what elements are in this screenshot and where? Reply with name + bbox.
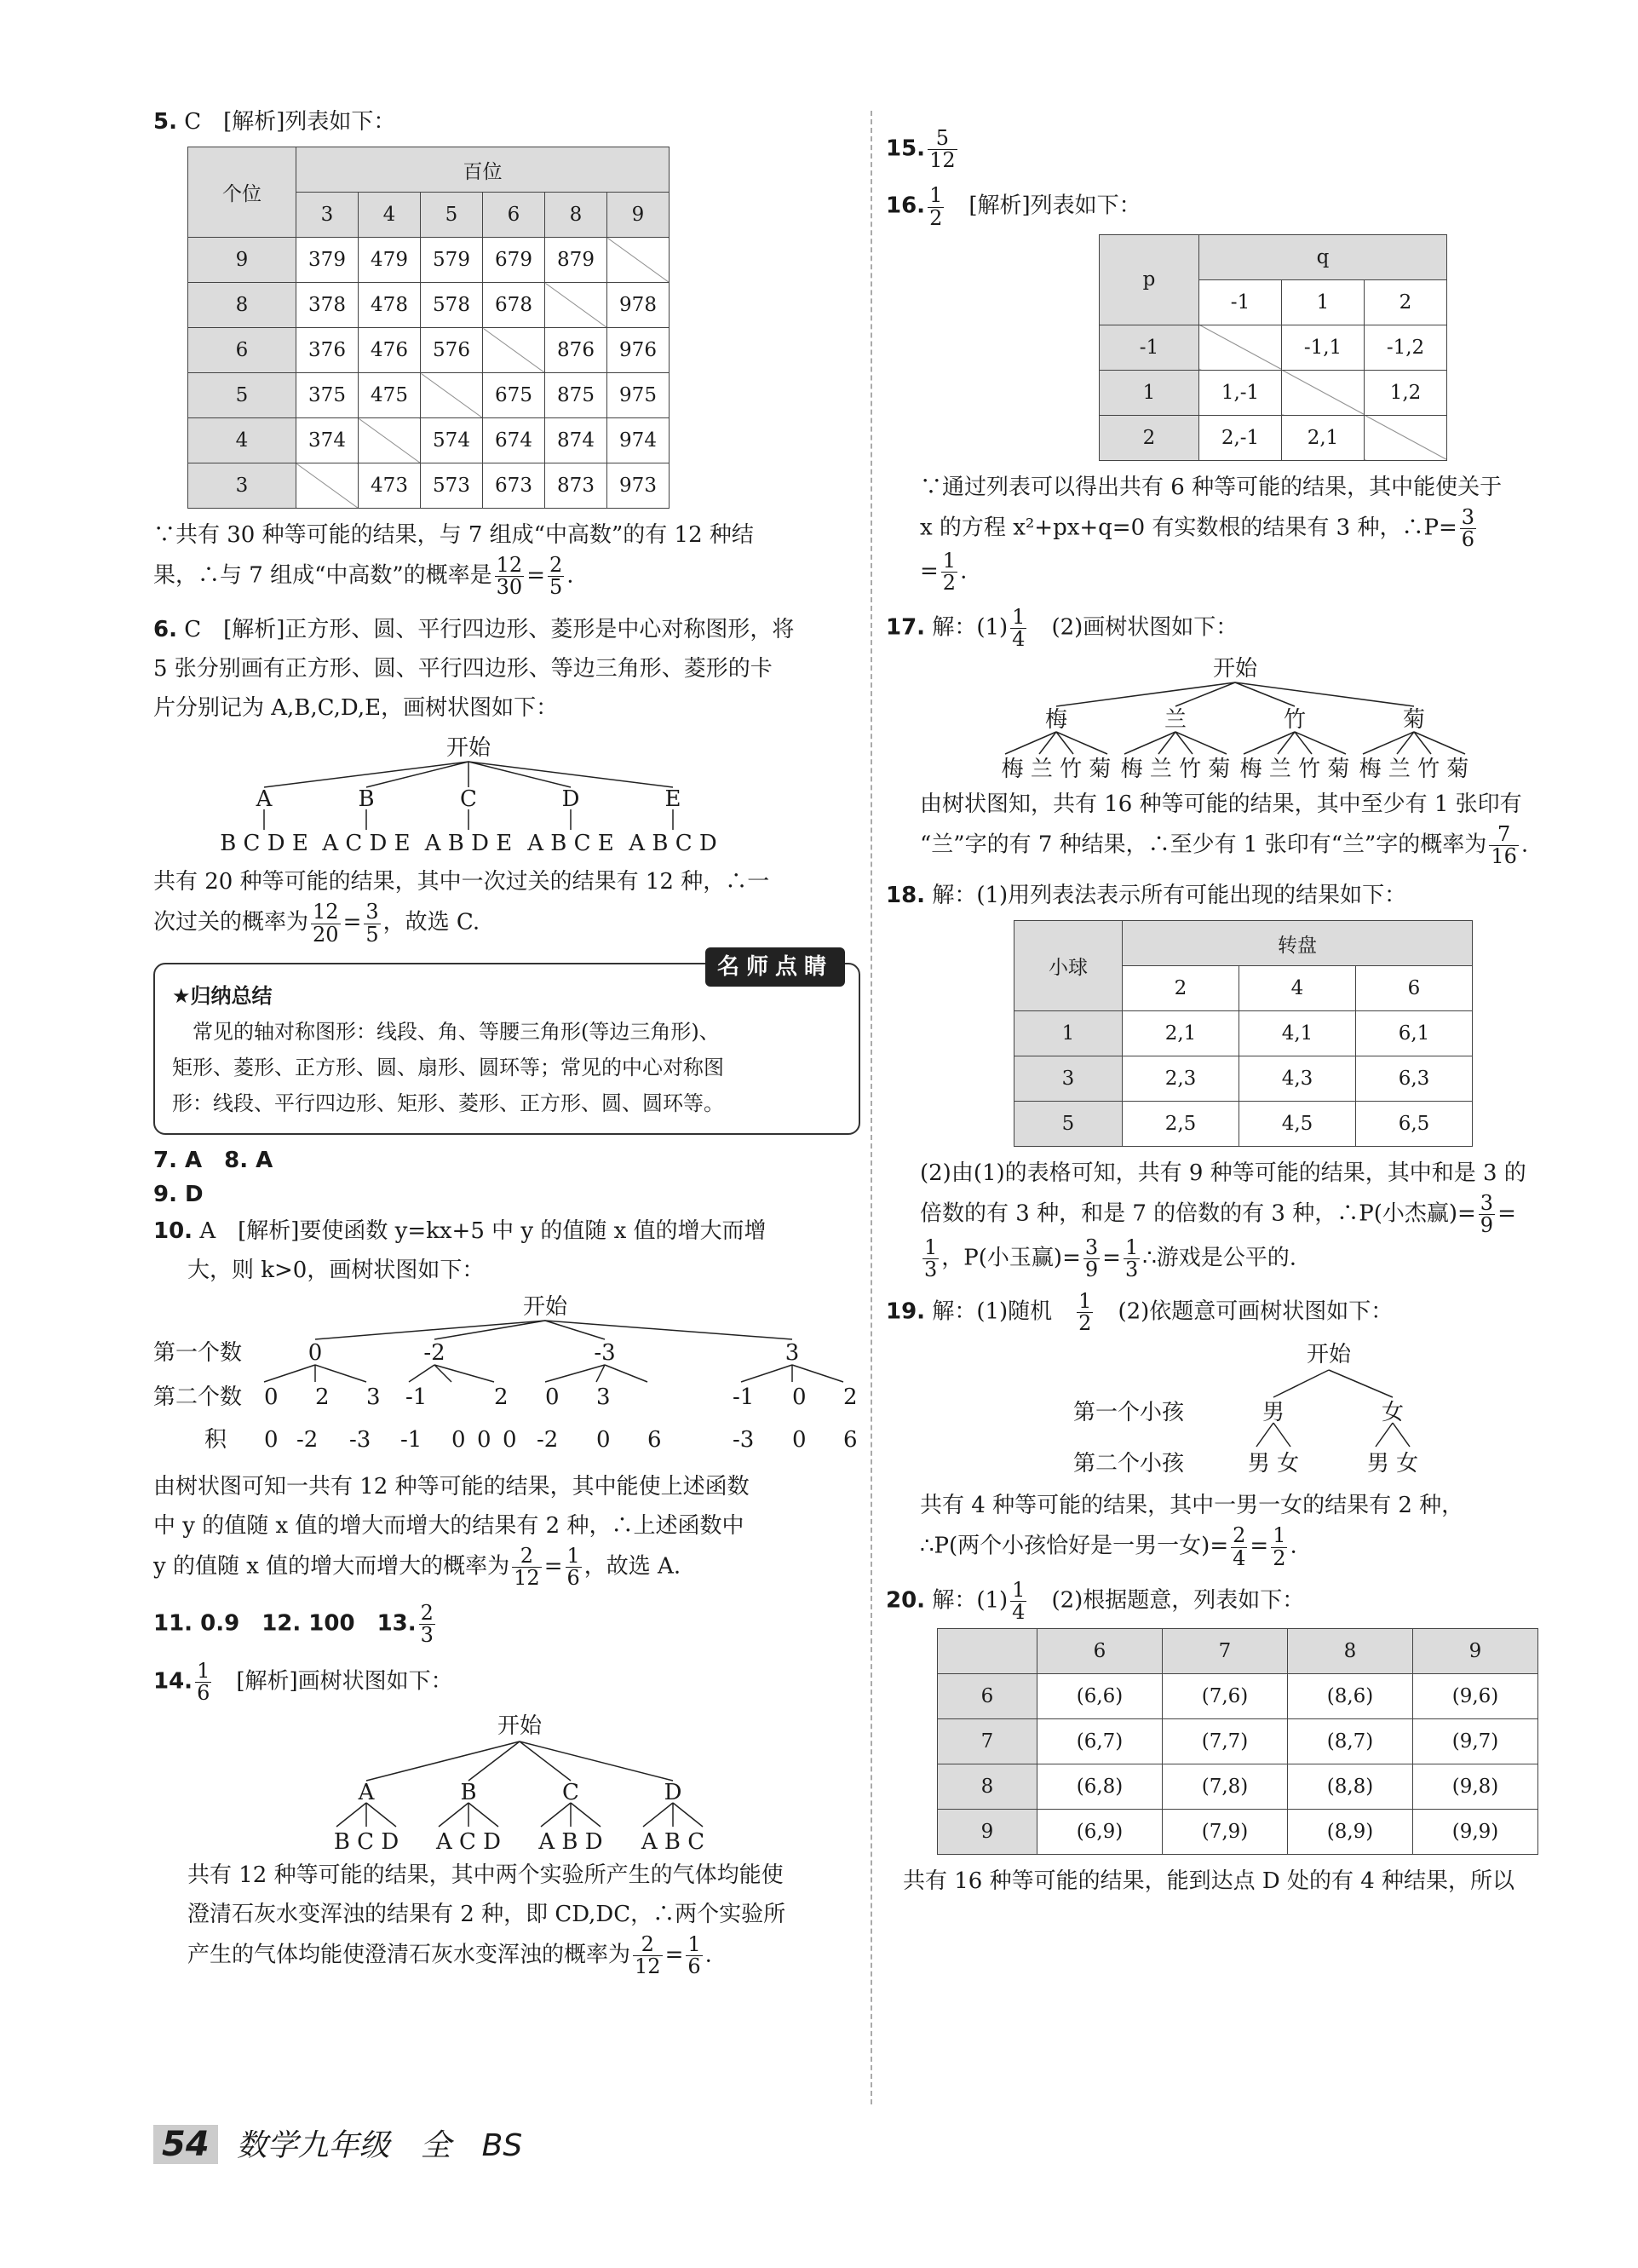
table-cell: 378 xyxy=(296,283,359,328)
tree-leaves: 男 女 xyxy=(1247,1451,1300,1477)
q20-text-2: 共有 16 种等可能的结果，能到达点 D 处的有 4 种结果，所以 xyxy=(903,1868,1515,1895)
table-cell: -1,1 xyxy=(1282,325,1365,370)
product-value: -2 xyxy=(296,1426,319,1453)
table-cell: 978 xyxy=(607,283,670,328)
tree-leaves-d: A B C xyxy=(641,1828,705,1852)
table-row-header: 9 xyxy=(938,1810,1037,1855)
table-cell: (7,6) xyxy=(1163,1674,1288,1719)
q16-head: 16. $\frac{1}{2}$ [解析]列表如下： xyxy=(886,183,1141,230)
q6-text-5: 次过关的概率为 $\frac{12}{20}$ = $\frac{3}{5}$ ，故选 C. xyxy=(153,900,480,947)
fraction: $\frac{2}{12}$ xyxy=(514,1543,540,1590)
q18-text-3: 倍数的有 3 种，和是 7 的倍数的有 3 种，∴P(小杰赢)= $\frac{3}{9}$ = xyxy=(920,1191,1516,1238)
fraction: $\frac{1}{4}$ xyxy=(1012,1577,1026,1624)
table-cell-empty xyxy=(421,373,483,418)
table-row-header: 9 xyxy=(188,238,296,283)
q6-text-1: 6. C [解析]正方形、圆、平行四边形、菱形是中心对称图形，将 xyxy=(153,617,795,643)
q16-table xyxy=(1099,234,1447,461)
table-cell: 678 xyxy=(483,283,545,328)
fraction: $\frac{3}{9}$ xyxy=(1480,1191,1494,1238)
table-cell: 479 xyxy=(359,238,421,283)
tree-node-girl: 女 xyxy=(1381,1400,1405,1426)
summary-line-3: 形：线段、平行四边形、矩形、菱形、正方形、圆、圆环等。 xyxy=(172,1091,724,1115)
row-label-first: 第一个数 xyxy=(153,1339,243,1366)
product-value: 6 xyxy=(843,1426,858,1453)
table-cell: 674 xyxy=(483,418,545,463)
table-row-header: 6 xyxy=(188,328,296,373)
table-row-header: 2 xyxy=(1100,415,1199,460)
fraction: $\frac{5}{12}$ xyxy=(929,126,956,173)
q17-text-3: “兰”字的有 7 种结果，∴至少有 1 张印有“兰”字的概率为 $\frac{7}{16}$ . xyxy=(920,821,1529,869)
label-first-child: 第一个小孩 xyxy=(1073,1400,1185,1426)
summary-line-1: 常见的轴对称图形：线段、角、等腰三角形(等边三角形)、 xyxy=(193,1019,720,1044)
table-cell: (8,8) xyxy=(1288,1764,1413,1810)
table-cell: 974 xyxy=(607,418,670,463)
tree-node-d: D xyxy=(664,1779,682,1805)
table-col-header: 5 xyxy=(421,193,483,238)
q6-tree-diagram xyxy=(153,731,860,859)
product-value: 6 xyxy=(647,1426,662,1453)
table-cell-empty xyxy=(1282,370,1365,415)
tree-node-b: B xyxy=(460,1779,477,1805)
table-col-header: 3 xyxy=(296,193,359,238)
table-cell: 4,3 xyxy=(1239,1056,1356,1102)
table-cell: (9,7) xyxy=(1413,1719,1538,1764)
second-value: -1 xyxy=(405,1384,428,1410)
table-row xyxy=(1100,370,1447,415)
tree-leaves: 男 女 xyxy=(1366,1451,1419,1477)
q5-table xyxy=(187,147,670,509)
table-cell: (7,8) xyxy=(1163,1764,1288,1810)
table-cell: (7,7) xyxy=(1163,1719,1288,1764)
table-row-header: 3 xyxy=(188,463,296,509)
table-cell: -1,2 xyxy=(1365,325,1447,370)
product-value: 0 xyxy=(451,1426,466,1453)
column-divider xyxy=(871,111,872,2104)
table-row-header: 6 xyxy=(938,1674,1037,1719)
q11-13-answers: 11. 0.9 12. 100 13. $\frac{2}{3}$ xyxy=(153,1601,434,1648)
table-cell: (6,8) xyxy=(1037,1764,1163,1810)
tree-node-mei: 梅 xyxy=(1044,706,1068,733)
product-value: 0 xyxy=(503,1426,517,1453)
table-cell: 1,-1 xyxy=(1199,370,1282,415)
table-cell: 874 xyxy=(545,418,607,463)
q5-text-1: ∵共有 30 种等可能的结果，与 7 组成“中高数”的有 12 种结 xyxy=(153,522,754,548)
table-cell-empty xyxy=(483,328,545,373)
table-corner-header: 小球 xyxy=(1014,921,1123,1011)
q5-text-2: 果，∴与 7 组成“中高数”的概率是 $\frac{12}{30}$ = $\frac{2}{5}$ . xyxy=(153,553,574,600)
table-cell-empty xyxy=(607,238,670,283)
table-cell: 478 xyxy=(359,283,421,328)
tree-node-b: B xyxy=(358,786,375,813)
q10-text-2: 大，则 k>0，画树状图如下： xyxy=(187,1257,485,1283)
second-value: 2 xyxy=(494,1384,509,1410)
table-cell: (9,8) xyxy=(1413,1764,1538,1810)
table-cell: 374 xyxy=(296,418,359,463)
q19-text-2: 共有 4 种等可能的结果，其中一男一女的结果有 2 种， xyxy=(920,1493,1464,1519)
table-row xyxy=(188,328,670,373)
page-number: 54 xyxy=(153,2125,218,2164)
tree-leaves-d: A B C E xyxy=(527,831,614,857)
table-cell: 579 xyxy=(421,238,483,283)
table-row-header: 8 xyxy=(938,1764,1037,1810)
table-cell: (6,6) xyxy=(1037,1674,1163,1719)
table-cell: (9,9) xyxy=(1413,1810,1538,1855)
fraction: $\frac{1}{2}$ xyxy=(1273,1523,1286,1570)
summary-badge: 名师点睛 xyxy=(705,947,845,987)
table-row xyxy=(938,1719,1538,1764)
second-value: 0 xyxy=(792,1384,807,1410)
table-top-header: 百位 xyxy=(296,147,670,193)
tree-leaves: 梅 兰 竹 菊 xyxy=(1120,756,1231,781)
table-cell: 2,5 xyxy=(1123,1102,1239,1147)
table-cell: 2,-1 xyxy=(1199,415,1282,460)
q14-text-2: 澄清石灰水变浑浊的结果有 2 种，即 CD,DC，∴两个实验所 xyxy=(187,1901,786,1927)
q6-text-3: 片分别记为 A,B,C,D,E，画树状图如下： xyxy=(153,695,559,722)
product-value: -1 xyxy=(400,1426,422,1453)
fraction: $\frac{2}{5}$ xyxy=(549,553,563,600)
q6-text-4: 共有 20 种等可能的结果，其中一次过关的结果有 12 种，∴一 xyxy=(153,869,770,895)
summary-box xyxy=(153,953,860,1135)
product-value: 0 xyxy=(264,1426,279,1453)
table-cell: 976 xyxy=(607,328,670,373)
table-cell-empty xyxy=(1199,325,1282,370)
table-col-header: 1 xyxy=(1282,279,1365,325)
table-cell: 4,1 xyxy=(1239,1011,1356,1056)
q18-text-4: $\frac{1}{3}$ ，P(小玉赢)= $\frac{3}{9}$ = $\frac{1}{3}$ ∴游戏是公平的. xyxy=(924,1235,1297,1281)
table-cell: 873 xyxy=(545,463,607,509)
table-row xyxy=(188,238,670,283)
product-value: 0 xyxy=(477,1426,491,1453)
fraction: $\frac{3}{5}$ xyxy=(365,900,379,947)
table-cell: 679 xyxy=(483,238,545,283)
second-value: 0 xyxy=(545,1384,560,1410)
q20-table xyxy=(937,1628,1538,1855)
tree-root: 开始 xyxy=(1306,1342,1352,1368)
tree-node-c: C xyxy=(562,1779,579,1805)
tree-node-zhu: 竹 xyxy=(1283,706,1307,733)
table-cell: (8,9) xyxy=(1288,1810,1413,1855)
second-value: 3 xyxy=(596,1384,611,1410)
table-cell: 6,1 xyxy=(1356,1011,1473,1056)
q18-text-2: (2)由(1)的表格可知，共有 9 种等可能的结果，其中和是 3 的 xyxy=(920,1160,1526,1187)
table-cell: 2,1 xyxy=(1123,1011,1239,1056)
first-0: 0 xyxy=(307,1339,323,1366)
tree-leaves-b: A C D E xyxy=(322,831,411,857)
q10-text-5: y 的值随 x 值的增大而增大的概率为 $\frac{2}{12}$ = $\frac{1}{6}$ ，故选 A. xyxy=(153,1543,681,1590)
tree-root: 开始 xyxy=(522,1293,568,1320)
table-row xyxy=(188,418,670,463)
table-cell-empty xyxy=(545,283,607,328)
table-row xyxy=(188,463,670,509)
q14-tree-diagram xyxy=(153,1707,860,1852)
table-col-header: 4 xyxy=(359,193,421,238)
row-label-second: 第二个数 xyxy=(153,1384,243,1410)
product-value: -3 xyxy=(349,1426,371,1453)
table-cell: (6,9) xyxy=(1037,1810,1163,1855)
product-value: 0 xyxy=(596,1426,611,1453)
table-corner-header: p xyxy=(1100,234,1199,325)
table-cell: 4,5 xyxy=(1239,1102,1356,1147)
table-cell: 476 xyxy=(359,328,421,373)
fraction: $\frac{1}{6}$ xyxy=(687,1931,701,1979)
table-cell: 6,5 xyxy=(1356,1102,1473,1147)
q10-tree-diagram xyxy=(153,1293,860,1464)
table-col-header: 2 xyxy=(1123,966,1239,1011)
table-cell: 879 xyxy=(545,238,607,283)
q10-text-3: 由树状图可知一共有 12 种等可能的结果，其中能使上述函数 xyxy=(153,1473,750,1500)
fraction: $\frac{1}{2}$ xyxy=(942,549,957,596)
table-cell: (9,6) xyxy=(1413,1674,1538,1719)
tree-node-a: A xyxy=(358,1779,375,1805)
table-cell: 875 xyxy=(545,373,607,418)
q15-answer: 15. $\frac{5}{12}$ xyxy=(886,126,956,173)
fraction: $\frac{1}{3}$ xyxy=(1124,1235,1139,1281)
second-value: -1 xyxy=(733,1384,755,1410)
q6-text-2: 5 张分别画有正方形、圆、平行四边形、等边三角形、菱形的卡 xyxy=(153,656,773,682)
q19-text-3: ∴P(两个小孩恰好是一男一女)= $\frac{2}{4}$ = $\frac{1}{2}$ . xyxy=(920,1523,1297,1570)
first-neg2: -2 xyxy=(423,1339,445,1366)
summary-line-2: 矩形、菱形、正方形、圆、扇形、圆环等；常见的中心对称图 xyxy=(172,1055,724,1079)
table-row xyxy=(1014,1102,1473,1147)
table-cell: 576 xyxy=(421,328,483,373)
label-second-child: 第二个小孩 xyxy=(1073,1451,1185,1477)
fraction: $\frac{12}{30}$ xyxy=(496,553,523,600)
tree-leaves-a: B C D xyxy=(333,1828,399,1852)
table-corner-header xyxy=(938,1629,1037,1674)
tree-node-c: C xyxy=(460,786,477,813)
table-row-header: 3 xyxy=(1014,1056,1123,1102)
first-neg3: -3 xyxy=(594,1339,616,1366)
fraction: $\frac{7}{16}$ xyxy=(1491,821,1517,869)
table-row xyxy=(938,1810,1538,1855)
tree-leaves: 梅 兰 竹 菊 xyxy=(1239,756,1350,781)
fraction: $\frac{3}{6}$ xyxy=(1461,504,1475,551)
table-cell: 574 xyxy=(421,418,483,463)
second-value: 2 xyxy=(843,1384,858,1410)
tree-root: 开始 xyxy=(445,735,491,762)
table-cell: 6,3 xyxy=(1356,1056,1473,1102)
right-column xyxy=(886,128,1593,1901)
q14-text-3: 产生的气体均能使澄清石灰水变浑浊的概率为 $\frac{2}{12}$ = $\frac{1}{6}$ . xyxy=(187,1931,712,1979)
page-footer xyxy=(153,2121,522,2165)
tree-leaves-b: A C D xyxy=(435,1828,502,1852)
second-value: 3 xyxy=(366,1384,381,1410)
table-corner-header: 个位 xyxy=(188,147,296,238)
product-value: -2 xyxy=(537,1426,559,1453)
tree-leaves: 梅 兰 竹 菊 xyxy=(1001,756,1112,781)
fraction: $\frac{12}{20}$ xyxy=(313,900,339,947)
tree-node-lan: 兰 xyxy=(1164,706,1187,733)
table-row-header: 5 xyxy=(188,373,296,418)
table-cell: (8,6) xyxy=(1288,1674,1413,1719)
table-cell: 473 xyxy=(359,463,421,509)
table-col-header: 7 xyxy=(1163,1629,1288,1674)
q19-head: 19. 解：(1)随机 $\frac{1}{2}$ (2)依题意可画树状图如下： xyxy=(886,1289,1394,1336)
fraction: $\frac{2}{12}$ xyxy=(635,1931,661,1979)
q7-q8-answers: 7. A 8. A xyxy=(153,1147,273,1173)
fraction: $\frac{1}{4}$ xyxy=(1012,604,1026,651)
table-cell: (6,7) xyxy=(1037,1719,1163,1764)
table-row-header: 8 xyxy=(188,283,296,328)
q10-text-1: 10. A [解析]要使函数 y=kx+5 中 y 的值随 x 值的增大而增 xyxy=(153,1217,767,1244)
fraction: $\frac{1}{6}$ xyxy=(566,1543,580,1590)
table-col-header: 8 xyxy=(1288,1629,1413,1674)
table-cell: 975 xyxy=(607,373,670,418)
tree-root: 开始 xyxy=(1212,655,1258,682)
table-top-header: q xyxy=(1199,234,1447,279)
table-cell: 475 xyxy=(359,373,421,418)
q19-tree-diagram xyxy=(886,1338,1593,1482)
table-cell: 1,2 xyxy=(1365,370,1447,415)
table-cell: 2,3 xyxy=(1123,1056,1239,1102)
table-col-header: 6 xyxy=(483,193,545,238)
q17-head: 17. 解：(1) $\frac{1}{4}$ (2)画树状图如下： xyxy=(886,604,1239,651)
table-cell: 376 xyxy=(296,328,359,373)
table-row-header: 5 xyxy=(1014,1102,1123,1147)
table-col-header: 9 xyxy=(607,193,670,238)
table-cell: 973 xyxy=(607,463,670,509)
table-row xyxy=(938,1764,1538,1810)
left-column xyxy=(153,102,860,1977)
tree-node-boy: 男 xyxy=(1262,1400,1285,1426)
table-cell: 578 xyxy=(421,283,483,328)
table-row-header: 1 xyxy=(1014,1011,1123,1056)
tree-node-d: D xyxy=(561,786,580,813)
table-cell: 375 xyxy=(296,373,359,418)
second-value: 2 xyxy=(315,1384,330,1410)
table-col-header: 9 xyxy=(1413,1629,1538,1674)
table-cell: 573 xyxy=(421,463,483,509)
table-col-header: 6 xyxy=(1356,966,1473,1011)
table-row-header: 4 xyxy=(188,418,296,463)
first-3: 3 xyxy=(785,1339,800,1366)
tree-leaves-e: A B C D xyxy=(629,831,717,857)
table-col-header: 8 xyxy=(545,193,607,238)
tree-root: 开始 xyxy=(497,1713,543,1739)
table-cell: (8,7) xyxy=(1288,1719,1413,1764)
q16-text-3: = $\frac{1}{2}$ . xyxy=(920,549,968,596)
fraction: $\frac{1}{2}$ xyxy=(929,183,943,230)
q10-text-4: 中 y 的值随 x 值的增大而增大的结果有 2 种，∴上述函数中 xyxy=(153,1512,744,1539)
table-row xyxy=(188,283,670,328)
table-col-header: 6 xyxy=(1037,1629,1163,1674)
table-cell: 876 xyxy=(545,328,607,373)
table-row-header: 1 xyxy=(1100,370,1199,415)
fraction: $\frac{2}{4}$ xyxy=(1233,1523,1246,1570)
table-cell: 2,1 xyxy=(1282,415,1365,460)
tree-node-e: E xyxy=(664,786,681,813)
table-cell: 675 xyxy=(483,373,545,418)
tree-leaves-c: A B D xyxy=(538,1828,603,1852)
q14-text-1: 共有 12 种等可能的结果，其中两个实验所产生的气体均能使 xyxy=(187,1862,784,1888)
second-values: 0 xyxy=(264,1384,279,1410)
row-label-product: 积 xyxy=(204,1426,227,1453)
q20-head: 20. 解：(1) $\frac{1}{4}$ (2)根据题意，列表如下： xyxy=(886,1577,1305,1624)
fraction: $\frac{2}{3}$ xyxy=(420,1601,434,1648)
fraction: $\frac{3}{9}$ xyxy=(1084,1235,1099,1281)
q16-text-1: ∵通过列表可以得出共有 6 种等可能的结果，其中能使关于 xyxy=(920,474,1503,500)
table-row xyxy=(938,1674,1538,1719)
tree-leaves-a: B C D E xyxy=(220,831,308,857)
table-cell-empty xyxy=(1365,415,1447,460)
table-top-header: 转盘 xyxy=(1123,921,1473,966)
fraction: $\frac{1}{6}$ xyxy=(197,1658,210,1705)
table-col-header: 2 xyxy=(1365,279,1447,325)
table-cell-empty xyxy=(359,418,421,463)
table-row-header: 7 xyxy=(938,1719,1037,1764)
q9-answer: 9. D xyxy=(153,1181,204,1207)
table-col-header: -1 xyxy=(1199,279,1282,325)
tree-leaves: 梅 兰 竹 菊 xyxy=(1359,756,1469,781)
table-col-header: 4 xyxy=(1239,966,1356,1011)
table-cell-empty xyxy=(296,463,359,509)
q17-tree-diagram xyxy=(886,653,1593,781)
table-row-header: -1 xyxy=(1100,325,1199,370)
table-cell: 379 xyxy=(296,238,359,283)
table-row xyxy=(1100,325,1447,370)
q16-text-2: x 的方程 x²+px+q=0 有实数根的结果有 3 种，∴P= $\frac{3}{6}$ xyxy=(920,504,1475,551)
tree-node-ju: 菊 xyxy=(1402,706,1426,733)
table-row xyxy=(1014,1056,1473,1102)
product-value: 0 xyxy=(792,1426,807,1453)
q5-head: 5. C [解析]列表如下： xyxy=(153,109,396,135)
book-title: 数学九年级 全 BS xyxy=(236,2128,523,2163)
q14-head: 14. $\frac{1}{6}$ [解析]画树状图如下： xyxy=(153,1658,453,1705)
tree-node-a: A xyxy=(256,786,273,813)
table-cell: 673 xyxy=(483,463,545,509)
q17-text-2: 由树状图知，共有 16 种等可能的结果，其中至少有 1 张印有 xyxy=(920,791,1522,817)
table-row xyxy=(188,373,670,418)
q18-table xyxy=(1014,920,1473,1147)
fraction: $\frac{1}{2}$ xyxy=(1078,1289,1092,1336)
product-value: -3 xyxy=(733,1426,755,1453)
summary-title: ★归纳总结 xyxy=(172,983,273,1008)
q18-head: 18. 解：(1)用列表法表示所有可能出现的结果如下： xyxy=(886,883,1407,909)
table-row xyxy=(1100,415,1447,460)
tree-leaves-c: A B D E xyxy=(424,831,513,857)
table-cell: (7,9) xyxy=(1163,1810,1288,1855)
table-row xyxy=(1014,1011,1473,1056)
fraction: $\frac{1}{3}$ xyxy=(924,1235,938,1281)
